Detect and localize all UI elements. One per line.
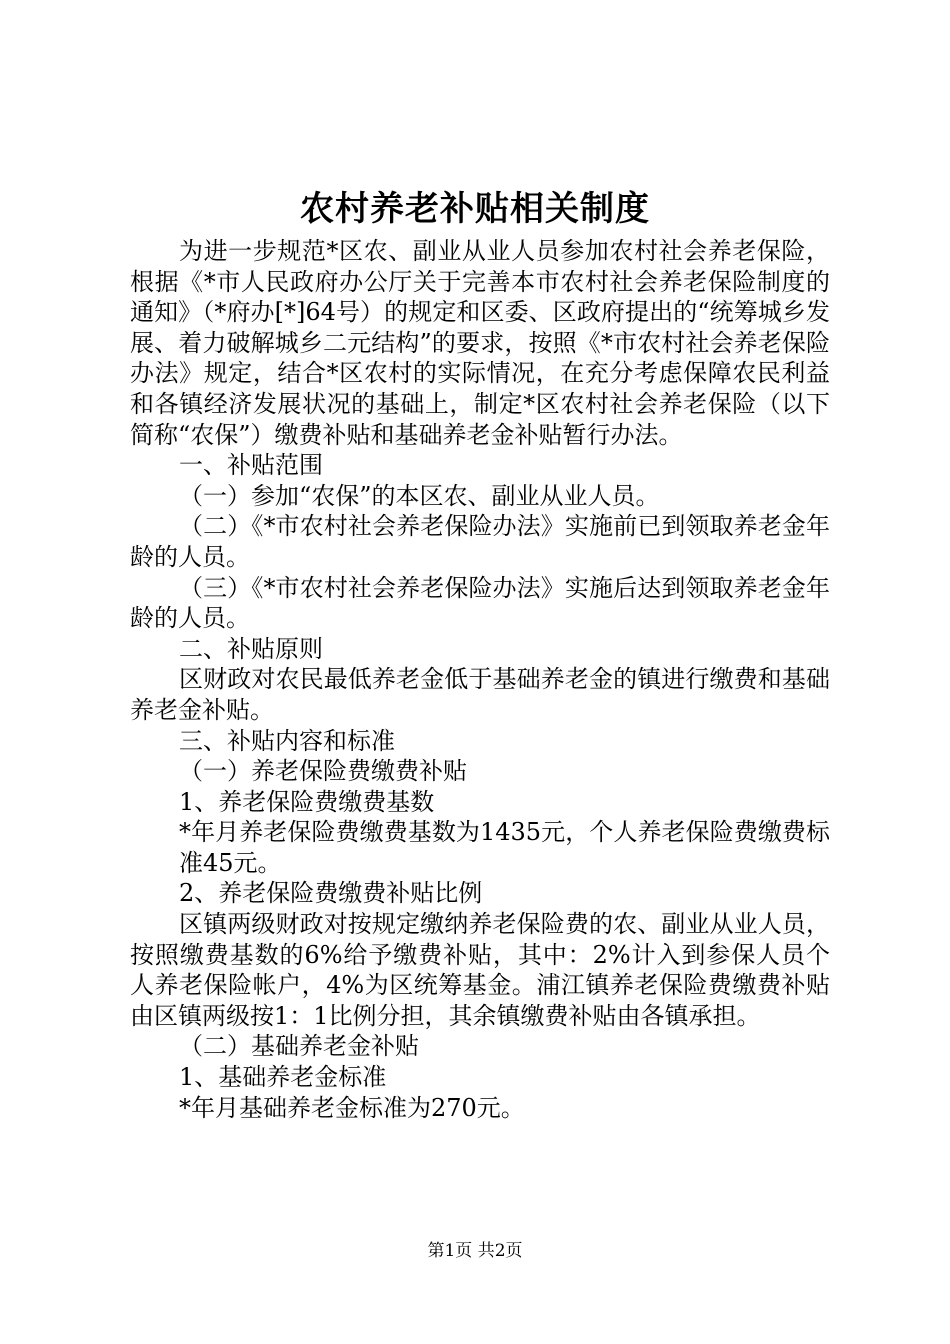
document-body	[130, 236, 830, 1123]
list-item: （三）《*市农村社会养老保险办法》实施后达到领取养老金年龄的人员。	[130, 573, 830, 633]
intro-paragraph: 为进一步规范*区农、副业从业人员参加农村社会养老保险，根据《*市人民政府办公厅关于完善本市农村社会养老保险制度的通知》（*府办[*]64号）的规定和区委、区政府提出的“统筹城乡发展、着力破解城乡二元结构”的要求，按照《*市农村社会养老保险办法》规定，结合*区农村的实际情况，在充分考虑保障农民利益和各镇经济发展状况的基础上，制定*区农村社会养老保险（以下简称“农保”）缴费补贴和基础养老金补贴暂行办法。	[130, 237, 830, 449]
list-item: （一）参加“农保”的本区农、副业从业人员。	[179, 481, 660, 510]
document-title: 农村养老补贴相关制度	[300, 189, 650, 229]
list-item: （二）《*市农村社会养老保险办法》实施前已到领取养老金年龄的人员。	[130, 512, 830, 571]
body-paragraph: 区财政对农民最低养老金低于基础养老金的镇进行缴费和基础养老金补贴。	[130, 665, 830, 724]
page-footer: 第1页 共2页	[427, 1241, 523, 1261]
section-heading: 三、补贴内容和标准	[179, 726, 395, 755]
section-heading: 二、补贴原则	[179, 634, 323, 663]
subsection-heading: （一）养老保险费缴费补贴	[179, 757, 467, 786]
item-heading: 1、养老保险费缴费基数	[179, 787, 435, 816]
item-heading: 1、基础养老金标准	[179, 1063, 387, 1092]
section-heading: 一、补贴范围	[179, 451, 323, 480]
body-paragraph: *年月基础养老金标准为270元。	[179, 1093, 525, 1122]
body-paragraph: 区镇两级财政对按规定缴纳养老保险费的农、副业从业人员，按照缴费基数的6%给予缴费补贴，其中：2%计入到参保人员个人养老保险帐户，4%为区统筹基金。浦江镇养老保险费缴费补贴由区镇两级按1：1比例分担，其余镇缴费补贴由各镇承担。	[130, 910, 830, 1030]
subsection-heading: （二）基础养老金补贴	[179, 1032, 419, 1061]
item-heading: 2、养老保险费缴费补贴比例	[179, 879, 483, 908]
body-paragraph: *年月养老保险费缴费基数为1435元，个人养老保险费缴费标准45元。	[179, 818, 830, 877]
